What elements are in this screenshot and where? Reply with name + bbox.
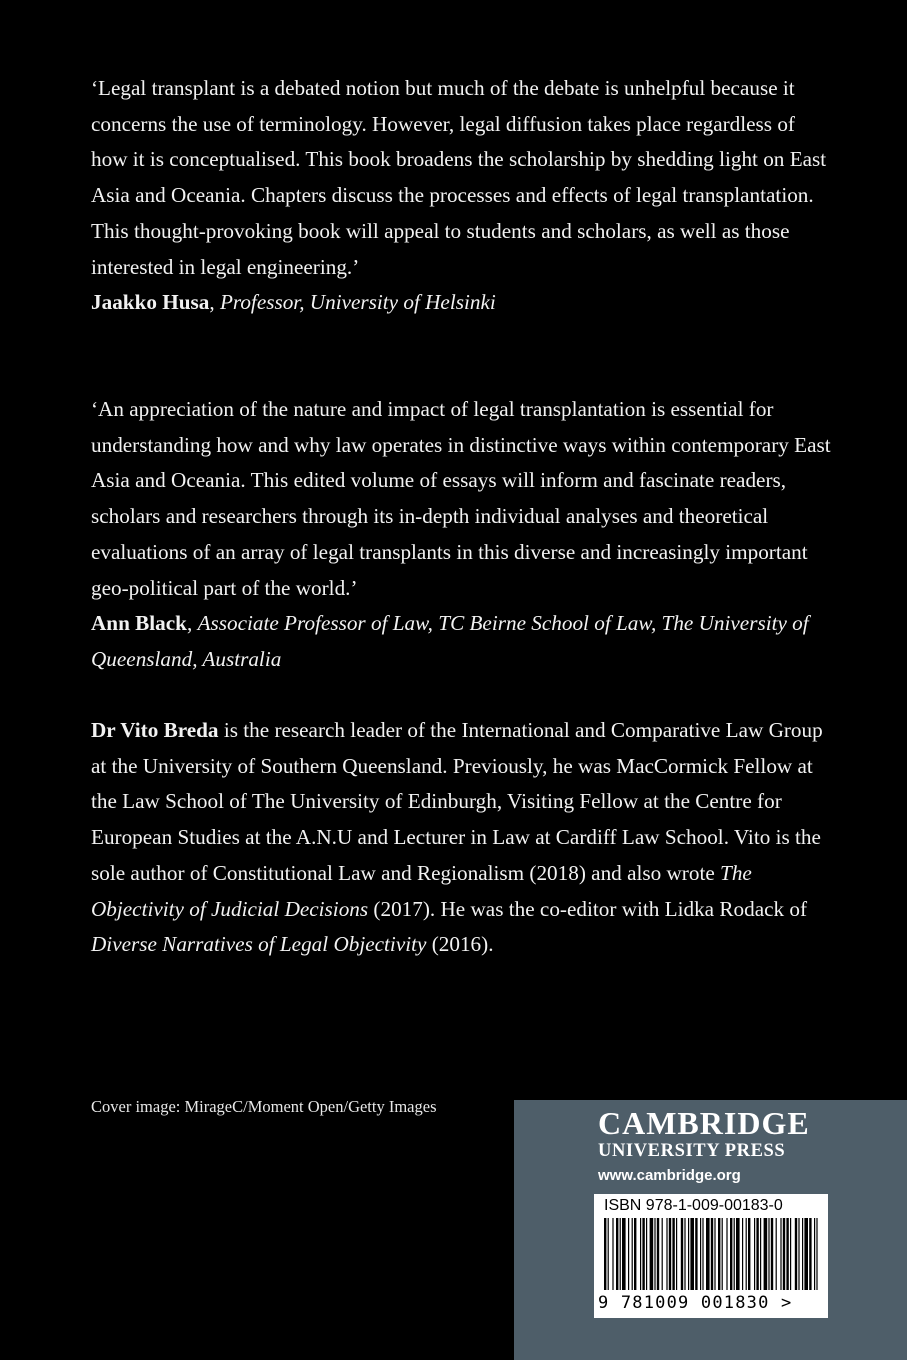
- quote-husa-role: Professor, University of Helsinki: [219, 290, 496, 315]
- quote-husa-text: ‘Legal transplant is a debated notion but much of the debate is unhelpful because it concerns the use of terminology. However, legal diffusion takes place regardless of how it is conceptualised. This book broadens the scholarship by shedding light on East Asia and Oceania. Chapters discuss the processes and effects of legal transplantation. This thought-provoking book will appeal to students and scholars, as well as those interested in legal engineering.’: [91, 76, 827, 279]
- author-bio-book2: Diverse Narratives of Legal Objectivity: [91, 932, 427, 957]
- cover-image-credit: Cover image: MirageC/Moment Open/Getty Images: [91, 1097, 437, 1116]
- barcode-bar: [714, 1218, 715, 1290]
- barcode-bar: [764, 1218, 768, 1290]
- publisher-url: www.cambridge.org: [598, 1167, 741, 1184]
- barcode-bar: [642, 1218, 644, 1290]
- author-bio-part2: (2017). He was the co-editor with Lidka Rodack of: [368, 896, 808, 921]
- isbn-label: ISBN 978-1-009-00183-0: [604, 1197, 783, 1214]
- barcode-bar: [754, 1218, 755, 1290]
- barcode-bar: [814, 1218, 815, 1290]
- barcode-digits: 9 781009 001830 >: [598, 1293, 793, 1313]
- barcode-bar: [666, 1218, 667, 1290]
- barcode-bar: [780, 1218, 781, 1290]
- barcode-bar: [632, 1218, 633, 1290]
- barcode-bar: [657, 1218, 659, 1290]
- publisher-name: CAMBRIDGE: [598, 1105, 810, 1141]
- quote-black-attribution: [91, 606, 831, 677]
- quote-husa: [91, 71, 831, 321]
- barcode-bar: [742, 1218, 743, 1290]
- barcode-bar: [676, 1218, 677, 1290]
- barcode-bar: [734, 1218, 735, 1290]
- quote-black-author: Ann Black: [91, 611, 187, 636]
- barcode-bar: [756, 1218, 758, 1290]
- quote-husa-author: Jaakko Husa: [91, 290, 210, 315]
- isbn-barcode: [594, 1194, 828, 1318]
- barcode-bar: [650, 1218, 654, 1290]
- barcode-bar: [748, 1218, 750, 1290]
- barcode-bar: [768, 1218, 769, 1290]
- barcode-bar: [771, 1218, 773, 1290]
- quote-black: [91, 392, 831, 678]
- barcode-bar: [684, 1218, 685, 1290]
- barcode-bar: [616, 1218, 618, 1290]
- barcode-bar: [700, 1218, 701, 1290]
- barcode-bar: [702, 1218, 703, 1290]
- barcode-bar: [802, 1218, 803, 1290]
- barcode-bar: [804, 1218, 808, 1290]
- barcode-bars: [604, 1218, 818, 1290]
- barcode-bar: [795, 1218, 797, 1290]
- barcode-bar: [608, 1218, 609, 1290]
- barcode-bar: [681, 1218, 683, 1290]
- author-bio-part1: is the research leader of the International and Comparative Law Group at the University of Southern Queensland. Previously, he was MacCormick Fellow at the Law School of The University of Edinburgh, Visiting Fellow at the Centre for European Studies at the A.N.U and Lecturer in Law at Cardiff Law School. Vito is the sole author of Constitutional Law and Regionalism (2018) and also wrote: [91, 718, 823, 885]
- barcode-bar: [654, 1218, 655, 1290]
- barcode-bar: [662, 1218, 663, 1290]
- barcode-bar: [730, 1218, 732, 1290]
- barcode-bar: [783, 1218, 785, 1290]
- barcode-bar: [628, 1218, 629, 1290]
- barcode-bar: [620, 1218, 621, 1290]
- author-bio: [91, 713, 831, 963]
- barcode-bar: [790, 1218, 791, 1290]
- barcode-bar: [634, 1218, 636, 1290]
- barcode-bar: [695, 1218, 697, 1290]
- barcode-bar: [722, 1218, 723, 1290]
- barcode-bar: [760, 1218, 761, 1290]
- quote-black-role: Associate Professor of Law, TC Beirne School of Law, The University of Queensland, Australia: [91, 611, 809, 671]
- barcode-bar: [640, 1218, 641, 1290]
- barcode-bar: [746, 1218, 747, 1290]
- quote-black-separator: ,: [186, 611, 198, 636]
- barcode-bar: [816, 1218, 817, 1290]
- barcode-bar: [612, 1218, 613, 1290]
- author-bio-text: [91, 713, 831, 963]
- quote-husa-separator: ,: [209, 290, 220, 315]
- barcode-bar: [736, 1218, 740, 1290]
- author-bio-name: Dr Vito Breda: [91, 718, 219, 742]
- barcode-bar: [690, 1218, 694, 1290]
- barcode-bar: [726, 1218, 727, 1290]
- barcode-bar: [798, 1218, 799, 1290]
- barcode-bar: [718, 1218, 720, 1290]
- publisher-subtitle: UNIVERSITY PRESS: [598, 1141, 786, 1161]
- barcode-bar: [672, 1218, 674, 1290]
- barcode-bar: [706, 1218, 710, 1290]
- barcode-bar: [786, 1218, 788, 1290]
- quote-black-text: ‘An appreciation of the nature and impact of legal transplantation is essential for understanding how and why law operates in distinctive ways within contemporary East Asia and Oceania. This edited volume of essays will inform and fascinate readers, scholars and researchers through its in-depth individual analyses and theoretical evaluations of an array of legal transplants in this diverse and increasingly important geo-political part of the world.’: [91, 397, 831, 600]
- barcode-bar: [646, 1218, 647, 1290]
- barcode-bar: [622, 1218, 626, 1290]
- author-bio-book1: The Objectivity of Judicial Decisions: [91, 860, 752, 921]
- barcode-bar: [688, 1218, 689, 1290]
- barcode-bar: [711, 1218, 713, 1290]
- author-bio-part3: (2016).: [426, 932, 494, 957]
- barcode-bar: [776, 1218, 777, 1290]
- quote-husa-attribution: [91, 285, 831, 321]
- barcode-bar: [604, 1218, 606, 1290]
- barcode-bar: [809, 1218, 811, 1290]
- barcode-bar: [669, 1218, 671, 1290]
- publisher-panel: [514, 1100, 907, 1360]
